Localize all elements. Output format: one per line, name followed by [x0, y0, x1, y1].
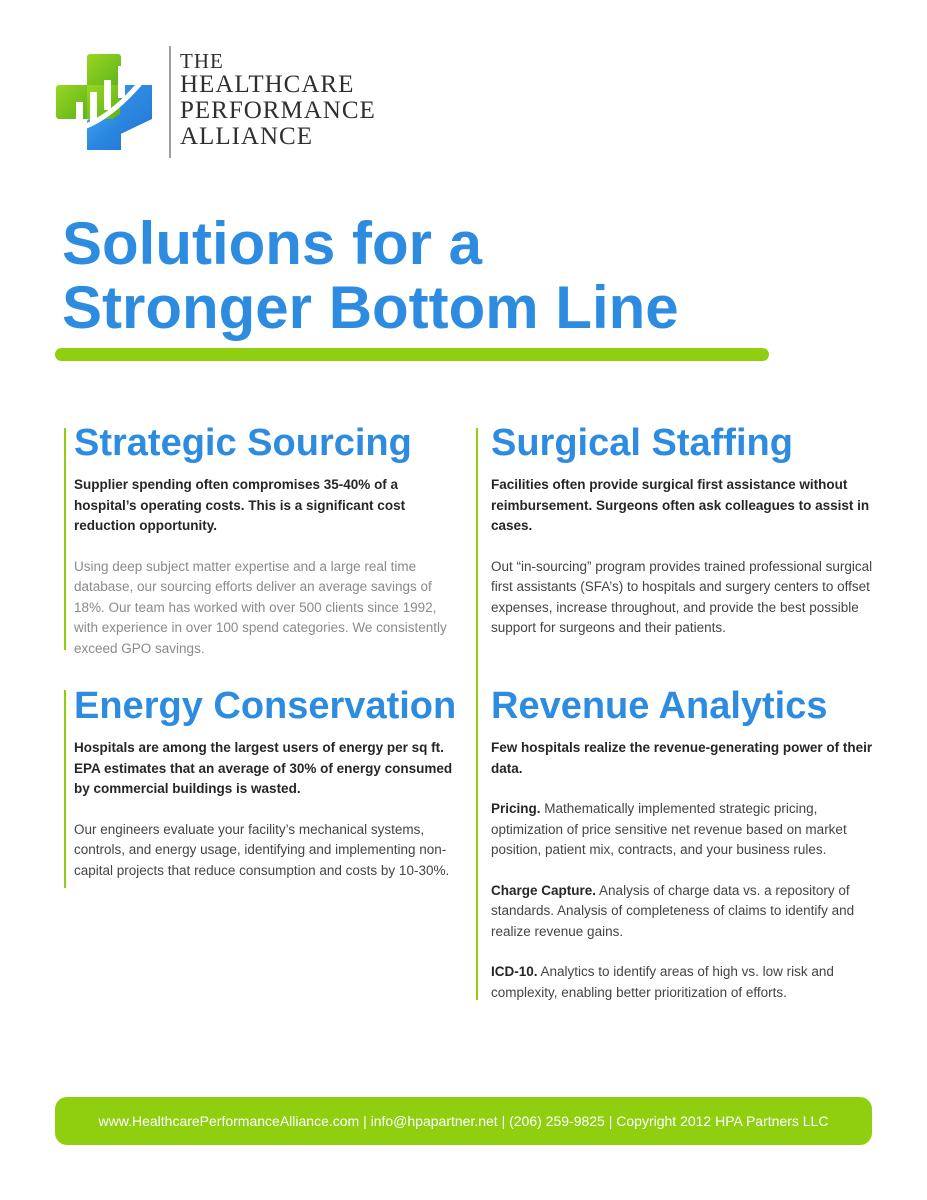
logo-divider — [169, 46, 171, 158]
revenue-item-label: ICD-10. — [491, 964, 538, 979]
brand-logo — [54, 44, 394, 164]
section-surgical-staffing — [491, 421, 886, 639]
page-title-line-2: Stronger Bottom Line — [62, 274, 679, 341]
logo-line-healthcare: HEALTHCARE — [180, 71, 355, 98]
right-column-accent — [476, 428, 478, 1000]
left-column-accent-bottom — [64, 690, 66, 888]
section-lead: Few hospitals realize the revenue-generating power of their data. — [491, 740, 873, 776]
footer-contact-text: www.HealthcarePerformanceAlliance.com | info@hpapartner.net | (206) 259-9825 | Copyright 2012 HPA Partners LLC — [98, 1113, 829, 1129]
section-body: Our engineers evaluate your facility’s mechanical systems, controls, and energy usage, identifying and implementing non-capital projects that reduce consumption and costs by 10-30%. — [74, 821, 450, 878]
title-underline — [55, 348, 769, 361]
page-title-line-1: Solutions for a — [62, 210, 482, 277]
logo-line-performance: PERFORMANCE — [180, 97, 376, 124]
revenue-item-label: Charge Capture. — [491, 882, 597, 898]
page-title — [62, 212, 822, 340]
section-body: Out “in-sourcing” program provides trained professional surgical first assistants (SFA’s) to hospitals and surgery centers to offset expenses, increase throughout, and provide the best possible support for surgeons and their patients. — [491, 558, 873, 635]
section-title: Strategic Sourcing — [74, 422, 412, 464]
revenue-item-text: Analysis of charge data vs. a repository of standards. Analysis of completeness of claims to identify and realize revenue gains. — [491, 882, 855, 939]
section-lead: Supplier spending often compromises 35-40% of a hospital’s operating costs. This is a significant cost reduction opportunity. — [74, 477, 406, 533]
revenue-item-text: Analytics to identify areas of high vs. low risk and complexity, enabling better prioritization of efforts. — [491, 964, 834, 1000]
section-strategic-sourcing — [74, 421, 464, 659]
cross-chart-icon — [54, 52, 154, 152]
left-column-accent-top — [64, 428, 66, 650]
section-body: Using deep subject matter expertise and a large real time database, our sourcing efforts deliver an average savings of 18%. Our team has worked with over 500 clients since 1992, with experience in over 100 spend categories. We consistently exceed GPO savings. — [74, 558, 447, 656]
section-title: Energy Conservation — [74, 685, 457, 727]
section-title: Surgical Staffing — [491, 422, 793, 464]
revenue-item-pricing — [491, 799, 876, 861]
footer-bar — [55, 1097, 872, 1145]
revenue-item-label: Pricing. — [491, 801, 541, 816]
logo-line-the: THE — [180, 49, 224, 73]
section-lead: Hospitals are among the largest users of energy per sq ft. EPA estimates that an average of 30% of energy consumed by commercial buildings is wasted. — [74, 740, 453, 796]
section-title: Revenue Analytics — [491, 685, 828, 727]
revenue-item-icd10 — [491, 962, 876, 1003]
revenue-item-text: Mathematically implemented strategic pricing, optimization of price sensitive net revenue based on market position, patient mix, contracts, and your business rules. — [491, 801, 847, 857]
section-energy-conservation — [74, 684, 466, 881]
revenue-item-charge-capture — [491, 881, 876, 943]
logo-wordmark — [180, 50, 376, 150]
section-lead: Facilities often provide surgical first assistance without reimbursement. Surgeons often ask colleagues to assist in cases. — [491, 477, 870, 533]
section-revenue-analytics — [491, 684, 876, 1003]
logo-line-alliance: ALLIANCE — [180, 123, 313, 150]
